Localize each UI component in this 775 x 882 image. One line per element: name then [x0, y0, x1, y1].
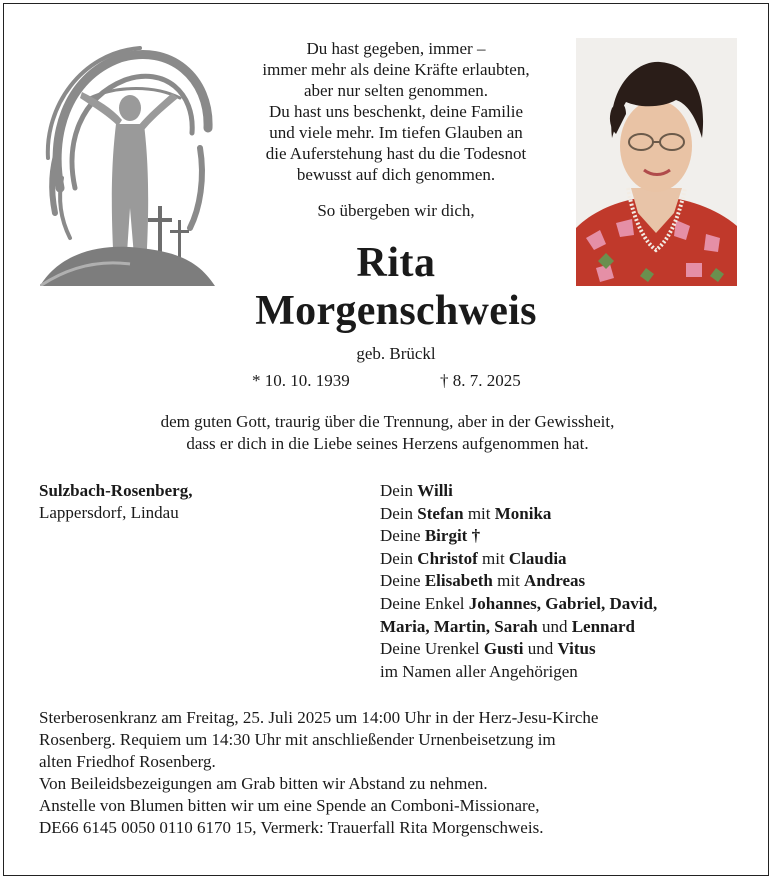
death-date: † 8. 7. 2025: [440, 371, 521, 390]
poem-line: Du hast uns beschenkt, deine Familie: [268, 102, 523, 121]
mourner-row: [380, 525, 657, 548]
relation: im Namen aller Angehörigen: [380, 661, 578, 681]
poem-line: aber nur selten genommen.: [303, 81, 489, 100]
mourner-name: Maria, Martin, Sarah: [380, 616, 538, 636]
relation: Dein: [380, 548, 414, 568]
mourner-row: [380, 593, 657, 616]
trust-line: dem guten Gott, traurig über die Trennung, aber in der Gewissheit,: [160, 412, 615, 431]
note-line: Von Beileidsbezeigungen am Grab bitten wir Abstand zu nehmen.: [39, 774, 488, 793]
mourner-row: [380, 661, 657, 684]
mourner-name: Vitus: [557, 639, 596, 659]
poem-line: die Auferstehung hast du die Todesnot: [265, 144, 527, 163]
maiden-name: geb. Brückl: [356, 344, 436, 363]
other-locations: Lappersdorf, Lindau: [39, 503, 179, 522]
mourners-list: [380, 480, 657, 683]
relation: Deine: [380, 526, 421, 546]
connector: und: [541, 616, 568, 636]
connector: und: [527, 639, 554, 659]
main-location: Sulzbach-Rosenberg,: [39, 481, 193, 500]
service-notes: [39, 707, 749, 839]
risen-christ-illustration: [40, 38, 215, 286]
connector: mit: [482, 548, 505, 568]
mourner-name: Claudia: [508, 548, 567, 568]
relation: Deine Enkel: [380, 593, 465, 613]
trust-text: [40, 411, 735, 455]
trust-line: dass er dich in die Liebe seines Herzens aufgenommen hat.: [186, 434, 589, 453]
note-line: Sterberosenkranz am Freitag, 25. Juli 2025 um 14:00 Uhr in der Herz-Jesu-Kirche: [39, 708, 599, 727]
birth-date: * 10. 10. 1939: [252, 371, 350, 390]
mourner-row: [380, 638, 657, 661]
poem-line: immer mehr als deine Kräfte erlaubten,: [262, 60, 530, 79]
deceased-first-name: Rita: [356, 240, 436, 286]
mourner-name: Birgit: [424, 526, 468, 546]
mourner-row: [380, 548, 657, 571]
relation: Dein: [380, 481, 414, 500]
poem: [230, 38, 562, 185]
note-line: DE66 6145 0050 0110 6170 15, Vermerk: Trauerfall Rita Morgenschweis.: [39, 818, 544, 837]
mourner-row: [380, 570, 657, 593]
mourner-row: [380, 480, 657, 503]
note-line: alten Friedhof Rosenberg.: [39, 752, 216, 771]
relation: Deine: [380, 571, 421, 591]
mourner-row: [380, 616, 657, 639]
connector: mit: [467, 503, 491, 523]
locations: [39, 480, 192, 524]
mourner-name: Gusti: [483, 639, 524, 659]
relation: Dein: [380, 503, 414, 523]
relation: Deine Urenkel: [380, 639, 480, 659]
mourner-name: Johannes, Gabriel, David,: [468, 593, 658, 613]
deceased-last-name: Morgenschweis: [255, 288, 537, 334]
mourner-name: Elisabeth: [424, 571, 493, 591]
poem-line: bewusst auf dich genommen.: [296, 165, 496, 184]
note-line: Rosenberg. Requiem um 14:30 Uhr mit anschließender Urnenbeisetzung im: [39, 730, 556, 749]
handover-line: So übergeben wir dich,: [317, 201, 475, 220]
mourner-name: Monika: [494, 503, 552, 523]
poem-line: und viele mehr. Im tiefen Glauben an: [269, 123, 523, 142]
mourner-name: Lennard: [571, 616, 635, 636]
note-line: Anstelle von Blumen bitten wir um eine Spende an Comboni-Missionare,: [39, 796, 540, 815]
cross-symbol: †: [471, 526, 481, 546]
mourner-name: Christof: [417, 548, 478, 568]
poem-line: Du hast gegeben, immer –: [306, 39, 486, 58]
mourner-name: Willi: [417, 481, 453, 500]
mourner-name: Andreas: [524, 571, 586, 591]
mourner-name: Stefan: [417, 503, 464, 523]
portrait-photo: [576, 38, 737, 286]
connector: mit: [497, 571, 520, 591]
mourner-row: [380, 503, 657, 526]
